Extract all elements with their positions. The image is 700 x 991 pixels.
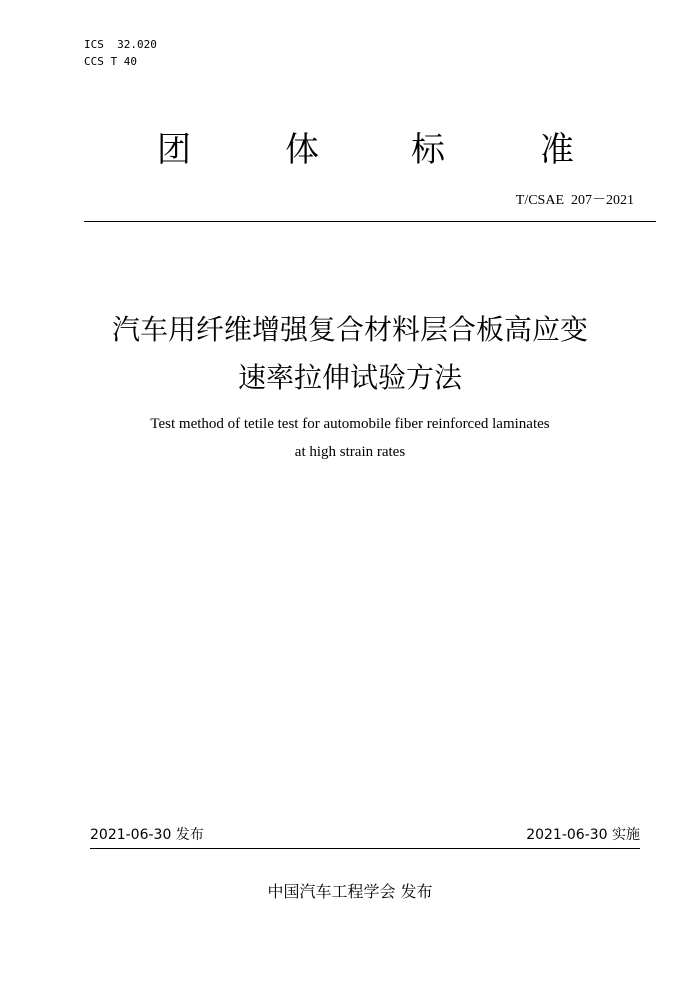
- chinese-title-line: 速率拉伸试验方法: [237, 361, 462, 394]
- classification-codes: [84, 36, 157, 70]
- standard-number: T/CSAE 207－2021: [515, 193, 634, 208]
- standard-type-char: 准: [540, 130, 574, 170]
- publisher: 中国汽车工程学会 发布: [267, 882, 433, 901]
- date-row: [90, 825, 640, 847]
- english-title-line: Test method of tetile test for automobile fiber reinforced laminates: [150, 416, 550, 432]
- standard-type-heading: [0, 128, 700, 178]
- chinese-title-line: 汽车用纤维增强复合材料层合板高应变: [111, 313, 588, 346]
- footer-divider: [90, 848, 640, 849]
- implementation-date: 2021-06-30 实施: [526, 827, 640, 843]
- ics-code: ICS 32.020: [84, 38, 157, 51]
- standard-type-char: 团: [157, 130, 191, 170]
- standard-type-char: 体: [285, 130, 319, 170]
- chinese-title: [0, 306, 700, 402]
- standard-type-char: 标: [411, 130, 445, 170]
- issue-date: 2021-06-30 发布: [90, 827, 204, 843]
- header-divider: [84, 221, 656, 222]
- english-title: [0, 410, 700, 466]
- ccs-code: CCS T 40: [84, 55, 137, 68]
- english-title-line: at high strain rates: [294, 444, 406, 460]
